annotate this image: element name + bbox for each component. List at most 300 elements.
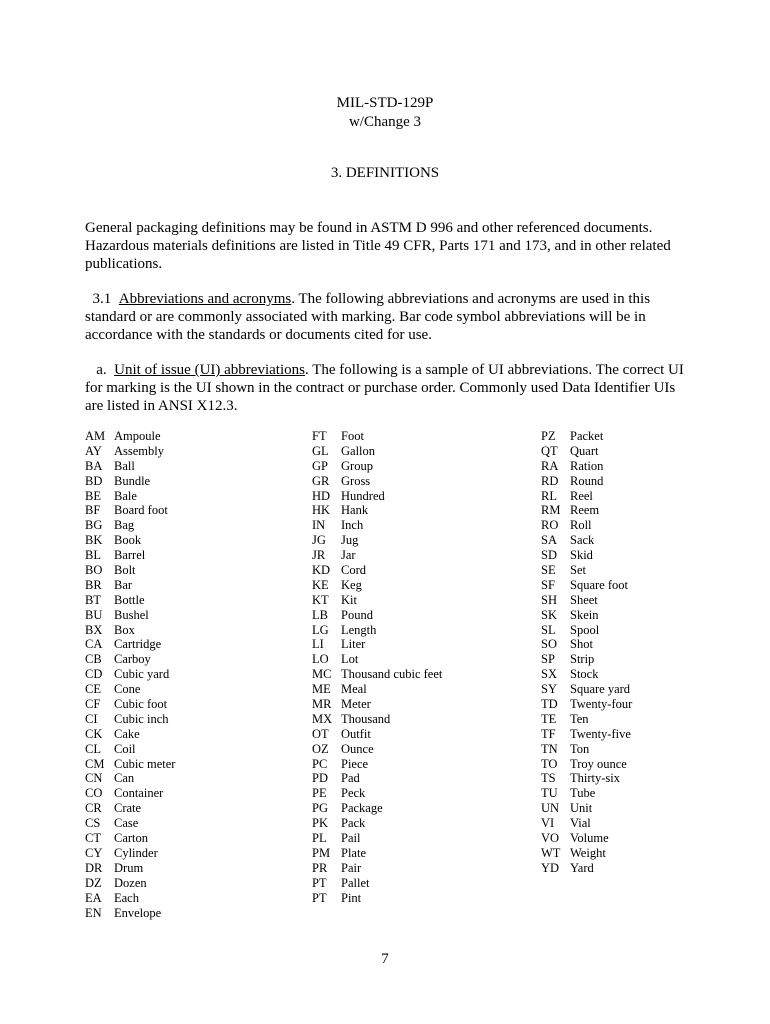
abbreviation-meaning: Cartridge — [114, 637, 162, 652]
abbreviation-meaning: Cake — [114, 726, 140, 741]
paragraph-a — [85, 361, 695, 415]
abbreviation-row — [541, 548, 632, 563]
abbreviation-row — [312, 578, 442, 593]
abbreviation-meaning: Coil — [114, 741, 136, 756]
abbreviation-meaning: Cubic inch — [114, 711, 169, 726]
abbreviation-meaning: Pound — [341, 607, 373, 622]
abbreviation-meaning: Drum — [114, 860, 144, 875]
abbreviation-meaning: Bushel — [114, 607, 149, 622]
abbreviation-row — [541, 459, 632, 474]
abbreviation-row — [541, 503, 632, 518]
abbreviation-meaning: Pad — [341, 771, 360, 786]
abbreviation-code: BU — [85, 607, 103, 622]
abbreviation-row — [312, 816, 442, 831]
abbreviation-code: CM — [85, 756, 105, 771]
abbreviation-row — [541, 474, 632, 489]
abbreviation-row — [312, 861, 442, 876]
paragraph-heading: Abbreviations and acronyms — [118, 291, 292, 307]
abbreviation-row — [85, 727, 175, 742]
abbreviation-code: BL — [85, 548, 101, 563]
abbreviation-row — [312, 444, 442, 459]
abbreviation-meaning: Pint — [341, 890, 362, 905]
abbreviation-row — [312, 846, 442, 861]
paragraph-3-1 — [85, 290, 695, 344]
abbreviation-meaning: Square yard — [570, 682, 631, 697]
abbreviation-code: CN — [85, 771, 103, 786]
abbreviation-meaning: Cone — [114, 682, 141, 697]
abbreviation-row — [541, 533, 632, 548]
abbreviation-meaning: Volume — [570, 831, 609, 846]
abbreviation-code: SY — [541, 682, 557, 697]
abbreviation-row — [312, 474, 442, 489]
abbreviation-meaning: Pail — [341, 831, 361, 846]
abbreviation-row — [541, 846, 632, 861]
abbreviation-code: PC — [312, 756, 328, 771]
abbreviation-code: WT — [541, 845, 561, 860]
abbreviation-code: JG — [312, 533, 326, 548]
abbreviation-meaning: Troy ounce — [570, 756, 627, 771]
abbreviation-row — [541, 697, 632, 712]
abbreviation-row — [541, 593, 632, 608]
change-notice: w/Change 3 — [348, 114, 422, 130]
abbreviation-meaning: Round — [570, 473, 604, 488]
abbreviation-row — [312, 786, 442, 801]
abbreviation-code: AM — [85, 429, 106, 443]
abbreviation-code: TN — [541, 741, 558, 756]
abbreviation-meaning: Crate — [114, 801, 142, 816]
abbreviation-code: CR — [85, 801, 102, 816]
abbreviation-row — [541, 757, 632, 772]
abbreviation-code: SE — [541, 563, 556, 578]
abbreviation-row — [541, 861, 632, 876]
abbreviation-meaning: Ration — [570, 458, 604, 473]
abbreviation-row — [312, 667, 442, 682]
abbreviation-row — [541, 727, 632, 742]
abbreviation-code: SH — [541, 592, 557, 607]
abbreviation-code: BT — [85, 592, 101, 607]
abbreviation-row — [85, 533, 175, 548]
abbreviation-meaning: Outfit — [341, 726, 371, 741]
abbreviation-meaning: Box — [114, 622, 135, 637]
abbreviation-meaning: Barrel — [114, 548, 146, 563]
abbreviation-row — [85, 697, 175, 712]
abbreviation-code: EN — [85, 905, 102, 920]
abbreviation-meaning: Strip — [570, 652, 595, 667]
abbreviation-meaning: Skein — [570, 607, 599, 622]
abbreviation-code: CT — [85, 831, 101, 846]
abbreviation-meaning: Cubic meter — [114, 756, 176, 771]
abbreviation-code: DR — [85, 860, 103, 875]
abbreviation-code: ME — [312, 682, 331, 697]
abbreviation-code: TF — [541, 726, 556, 741]
abbreviation-code: KT — [312, 592, 329, 607]
abbreviation-code: SF — [541, 577, 555, 592]
abbreviation-meaning: Twenty-five — [570, 726, 631, 741]
abbreviation-meaning: Gross — [341, 473, 371, 488]
abbreviation-row — [312, 757, 442, 772]
abbreviation-row — [541, 801, 632, 816]
abbreviation-row — [85, 906, 175, 921]
abbreviation-meaning: Thirty-six — [570, 771, 620, 786]
abbreviation-row — [312, 593, 442, 608]
abbreviation-meaning: Ounce — [341, 741, 374, 756]
abbreviation-code: CS — [85, 816, 101, 831]
abbreviation-row — [541, 608, 632, 623]
abbreviation-code: FT — [312, 429, 327, 443]
abbreviation-row — [312, 891, 442, 906]
abbreviation-row — [541, 578, 632, 593]
abbreviation-row — [85, 712, 175, 727]
abbreviation-code: HD — [312, 488, 331, 503]
abbreviation-row — [312, 623, 442, 638]
abbreviation-code: TD — [541, 697, 558, 712]
abbreviation-row — [541, 712, 632, 727]
abbreviation-row — [85, 757, 175, 772]
abbreviation-row — [312, 876, 442, 891]
abbreviation-row — [85, 623, 175, 638]
abbreviation-meaning: Sheet — [570, 592, 598, 607]
abbreviation-code: PD — [312, 771, 328, 786]
abbreviation-meaning: Packet — [570, 429, 604, 443]
abbreviation-row — [85, 593, 175, 608]
abbreviation-code: CI — [85, 711, 98, 726]
abbreviation-code: RD — [541, 473, 559, 488]
abbreviation-code: CY — [85, 845, 103, 860]
abbreviation-row — [541, 831, 632, 846]
abbreviation-row — [541, 637, 632, 652]
abbreviation-meaning: Pair — [341, 860, 362, 875]
paragraph-text: . The following abbreviations and acronyms are used in this standard or are commonly associated with marking. Bar code symbol abbreviations will be in accordance with the standards or documents cited for use. — [85, 291, 651, 343]
abbreviation-row — [541, 563, 632, 578]
abbreviation-code: SO — [541, 637, 557, 652]
abbreviation-row — [85, 876, 175, 891]
abbreviation-meaning: Yard — [570, 860, 594, 875]
abbreviation-meaning: Kit — [341, 592, 357, 607]
abbreviation-row — [312, 771, 442, 786]
abbreviation-meaning: Bar — [114, 577, 133, 592]
abbreviation-code: KD — [312, 563, 331, 578]
abbreviation-meaning: Ten — [570, 711, 589, 726]
abbreviation-meaning: Reem — [570, 503, 600, 518]
abbreviation-row — [85, 548, 175, 563]
abbreviation-row — [312, 608, 442, 623]
abbreviation-row — [312, 712, 442, 727]
abbreviation-meaning: Each — [114, 890, 139, 905]
abbreviation-meaning: Cubic foot — [114, 697, 168, 712]
abbreviation-meaning: Board foot — [114, 503, 168, 518]
paragraph-text: . The following is a sample of UI abbreviations. The correct UI for marking is the UI shown in the contract or purchase order. Commonly used Data Identifier UIs are listed in ANSI X12.3. — [85, 362, 684, 414]
abbreviation-meaning: Plate — [341, 845, 366, 860]
abbreviation-meaning: Bolt — [114, 563, 136, 578]
abbreviation-row — [85, 578, 175, 593]
abbreviation-row — [541, 518, 632, 533]
abbreviation-code: BO — [85, 563, 103, 578]
abbreviation-code: UN — [541, 801, 560, 816]
abbreviation-code: BX — [85, 622, 103, 637]
abbreviation-code: JR — [312, 548, 326, 563]
abbreviation-meaning: Cylinder — [114, 845, 158, 860]
abbreviation-meaning: Hundred — [341, 488, 385, 503]
paragraph-general-definitions: General packaging definitions may be found in ASTM D 996 and other referenced documents. Hazardous materials definitions are listed in Title 49 CFR, Parts 171 and 173, and in other related publications. — [85, 220, 671, 272]
abbreviation-meaning: Pallet — [341, 875, 370, 890]
abbreviation-meaning: Jar — [341, 548, 356, 563]
abbreviation-code: CO — [85, 786, 103, 801]
abbreviation-meaning: Envelope — [114, 905, 162, 920]
abbreviation-code: DZ — [85, 875, 102, 890]
abbreviation-meaning: Carton — [114, 831, 149, 846]
abbreviation-meaning: Thousand — [341, 711, 391, 726]
abbreviation-row — [85, 489, 175, 504]
abbreviation-row — [541, 667, 632, 682]
abbreviation-code: QT — [541, 443, 558, 458]
abbreviation-row — [312, 742, 442, 757]
abbreviation-meaning: Stock — [570, 667, 599, 682]
abbreviation-code: SP — [541, 652, 555, 667]
abbreviation-row — [541, 742, 632, 757]
abbreviation-row — [312, 697, 442, 712]
abbreviation-meaning: Pack — [341, 816, 366, 831]
abbreviation-code: RL — [541, 488, 557, 503]
abbreviation-code: PT — [312, 890, 327, 905]
abbreviation-meaning: Tube — [570, 786, 596, 801]
abbreviation-row — [541, 816, 632, 831]
abbreviation-code: GP — [312, 458, 328, 473]
abbreviation-code: MR — [312, 697, 332, 712]
abbreviation-row — [312, 637, 442, 652]
abbreviation-meaning: Set — [570, 563, 586, 578]
abbreviation-meaning: Ton — [570, 741, 590, 756]
abbreviation-code: OT — [312, 726, 329, 741]
abbreviation-row — [85, 652, 175, 667]
document-id: MIL-STD-129P — [336, 95, 434, 111]
abbreviation-code: YD — [541, 860, 560, 875]
section-title: 3. DEFINITIONS — [330, 165, 440, 181]
abbreviation-code: MX — [312, 711, 333, 726]
abbreviation-code: PR — [312, 860, 328, 875]
abbreviation-code: LO — [312, 652, 329, 667]
abbreviation-meaning: Bale — [114, 488, 137, 503]
abbreviation-meaning: Skid — [570, 548, 593, 563]
abbreviation-row — [85, 444, 175, 459]
abbreviation-code: CK — [85, 726, 103, 741]
abbreviation-code: OZ — [312, 741, 329, 756]
abbreviation-meaning: Container — [114, 786, 164, 801]
abbreviation-code: SL — [541, 622, 556, 637]
abbreviation-code: BF — [85, 503, 101, 518]
abbreviation-row — [85, 637, 175, 652]
abbreviation-code: CD — [85, 667, 103, 682]
paragraph-heading: Unit of issue (UI) abbreviations — [114, 362, 305, 378]
abbreviation-meaning: Jug — [341, 533, 359, 548]
abbreviation-meaning: Dozen — [114, 875, 147, 890]
ui-abbreviation-column-1 — [85, 429, 175, 920]
abbreviation-row — [312, 548, 442, 563]
abbreviation-meaning: Unit — [570, 801, 593, 816]
abbreviation-meaning: Vial — [570, 816, 591, 831]
abbreviation-code: RM — [541, 503, 561, 518]
abbreviation-meaning: Shot — [570, 637, 593, 652]
abbreviation-code: GL — [312, 443, 329, 458]
page-number: 7 — [381, 951, 389, 967]
abbreviation-meaning: Bundle — [114, 473, 151, 488]
abbreviation-row — [541, 771, 632, 786]
abbreviation-code: SK — [541, 607, 557, 622]
abbreviation-code: TE — [541, 711, 557, 726]
abbreviation-meaning: Package — [341, 801, 383, 816]
abbreviation-row — [85, 682, 175, 697]
abbreviation-code: PE — [312, 786, 327, 801]
abbreviation-meaning: Hank — [341, 503, 369, 518]
ui-abbreviation-column-2 — [312, 429, 442, 906]
abbreviation-row — [85, 503, 175, 518]
abbreviation-meaning: Foot — [341, 429, 364, 443]
abbreviation-code: KE — [312, 577, 329, 592]
abbreviation-row — [85, 846, 175, 861]
abbreviation-row — [85, 608, 175, 623]
abbreviation-code: CE — [85, 682, 101, 697]
abbreviation-meaning: Book — [114, 533, 142, 548]
abbreviation-row — [312, 831, 442, 846]
paragraph-number: a. — [96, 362, 107, 378]
abbreviation-meaning: Sack — [570, 533, 595, 548]
abbreviation-code: TU — [541, 786, 558, 801]
abbreviation-code: VI — [541, 816, 555, 831]
abbreviation-row — [85, 518, 175, 533]
abbreviation-code: IN — [312, 518, 326, 533]
abbreviation-code: LI — [312, 637, 324, 652]
abbreviation-row — [541, 786, 632, 801]
abbreviation-row — [541, 682, 632, 697]
abbreviation-meaning: Cubic yard — [114, 667, 170, 682]
abbreviation-row — [85, 801, 175, 816]
abbreviation-code: BE — [85, 488, 101, 503]
abbreviation-code: SD — [541, 548, 557, 563]
abbreviation-meaning: Assembly — [114, 443, 164, 458]
paragraph-number: 3.1 — [92, 291, 112, 307]
abbreviation-code: MC — [312, 667, 332, 682]
abbreviation-row — [85, 563, 175, 578]
abbreviation-row — [85, 742, 175, 757]
abbreviation-meaning: Weight — [570, 845, 606, 860]
abbreviation-meaning: Carboy — [114, 652, 151, 667]
abbreviation-code: CL — [85, 741, 101, 756]
abbreviation-meaning: Group — [341, 458, 373, 473]
abbreviation-meaning: Piece — [341, 756, 369, 771]
abbreviation-row — [85, 459, 175, 474]
abbreviation-code: VO — [541, 831, 560, 846]
abbreviation-meaning: Roll — [570, 518, 592, 533]
abbreviation-row — [85, 474, 175, 489]
abbreviation-code: RO — [541, 518, 559, 533]
abbreviation-row — [85, 861, 175, 876]
ui-abbreviation-column-3 — [541, 429, 632, 876]
abbreviation-code: CA — [85, 637, 103, 652]
abbreviation-row — [312, 682, 442, 697]
abbreviation-row — [541, 444, 632, 459]
abbreviation-meaning: Meal — [341, 682, 367, 697]
abbreviation-row — [312, 563, 442, 578]
abbreviation-row — [541, 429, 632, 444]
abbreviation-code: BD — [85, 473, 103, 488]
abbreviation-meaning: Lot — [341, 652, 359, 667]
abbreviation-row — [312, 533, 442, 548]
abbreviation-row — [85, 667, 175, 682]
abbreviation-code: SX — [541, 667, 557, 682]
abbreviation-code: PG — [312, 801, 328, 816]
abbreviation-meaning: Quart — [570, 443, 599, 458]
abbreviation-code: RA — [541, 458, 559, 473]
abbreviation-meaning: Twenty-four — [570, 697, 633, 712]
abbreviation-meaning: Liter — [341, 637, 366, 652]
abbreviation-code: EA — [85, 890, 102, 905]
abbreviation-code: TO — [541, 756, 558, 771]
abbreviation-code: LG — [312, 622, 329, 637]
abbreviation-meaning: Length — [341, 622, 377, 637]
abbreviation-code: PK — [312, 816, 328, 831]
abbreviation-row — [312, 801, 442, 816]
abbreviation-row — [312, 429, 442, 444]
abbreviation-row — [85, 429, 175, 444]
abbreviation-row — [541, 652, 632, 667]
abbreviation-code: HK — [312, 503, 331, 518]
abbreviation-meaning: Peck — [341, 786, 366, 801]
abbreviation-row — [312, 727, 442, 742]
abbreviation-code: PM — [312, 845, 331, 860]
abbreviation-code: LB — [312, 607, 328, 622]
abbreviation-code: PZ — [541, 429, 556, 443]
abbreviation-row — [85, 771, 175, 786]
abbreviation-code: CF — [85, 697, 101, 712]
abbreviation-meaning: Reel — [570, 488, 593, 503]
abbreviation-meaning: Square foot — [570, 577, 628, 592]
abbreviation-code: BK — [85, 533, 103, 548]
abbreviation-meaning: Cord — [341, 563, 366, 578]
abbreviation-code: BG — [85, 518, 103, 533]
abbreviation-meaning: Bottle — [114, 592, 145, 607]
abbreviation-meaning: Meter — [341, 697, 371, 712]
abbreviation-meaning: Can — [114, 771, 135, 786]
abbreviation-code: TS — [541, 771, 556, 786]
abbreviation-code: AY — [85, 443, 102, 458]
abbreviation-row — [85, 816, 175, 831]
abbreviation-code: GR — [312, 473, 330, 488]
abbreviation-meaning: Bag — [114, 518, 135, 533]
abbreviation-row — [85, 831, 175, 846]
abbreviation-row — [85, 786, 175, 801]
abbreviation-meaning: Inch — [341, 518, 364, 533]
abbreviation-meaning: Gallon — [341, 443, 376, 458]
abbreviation-meaning: Thousand cubic feet — [341, 667, 443, 682]
abbreviation-code: CB — [85, 652, 102, 667]
abbreviation-code: BR — [85, 577, 102, 592]
abbreviation-code: SA — [541, 533, 557, 548]
abbreviation-row — [541, 489, 632, 504]
abbreviation-row — [312, 652, 442, 667]
abbreviation-code: BA — [85, 458, 103, 473]
abbreviation-meaning: Spool — [570, 622, 600, 637]
abbreviation-row — [312, 489, 442, 504]
abbreviation-code: PT — [312, 875, 327, 890]
abbreviation-code: PL — [312, 831, 327, 846]
abbreviation-row — [541, 623, 632, 638]
abbreviation-meaning: Case — [114, 816, 139, 831]
abbreviation-row — [312, 459, 442, 474]
abbreviation-meaning: Keg — [341, 577, 362, 592]
abbreviation-meaning: Ampoule — [114, 429, 161, 443]
abbreviation-row — [312, 518, 442, 533]
abbreviation-row — [85, 891, 175, 906]
abbreviation-row — [312, 503, 442, 518]
